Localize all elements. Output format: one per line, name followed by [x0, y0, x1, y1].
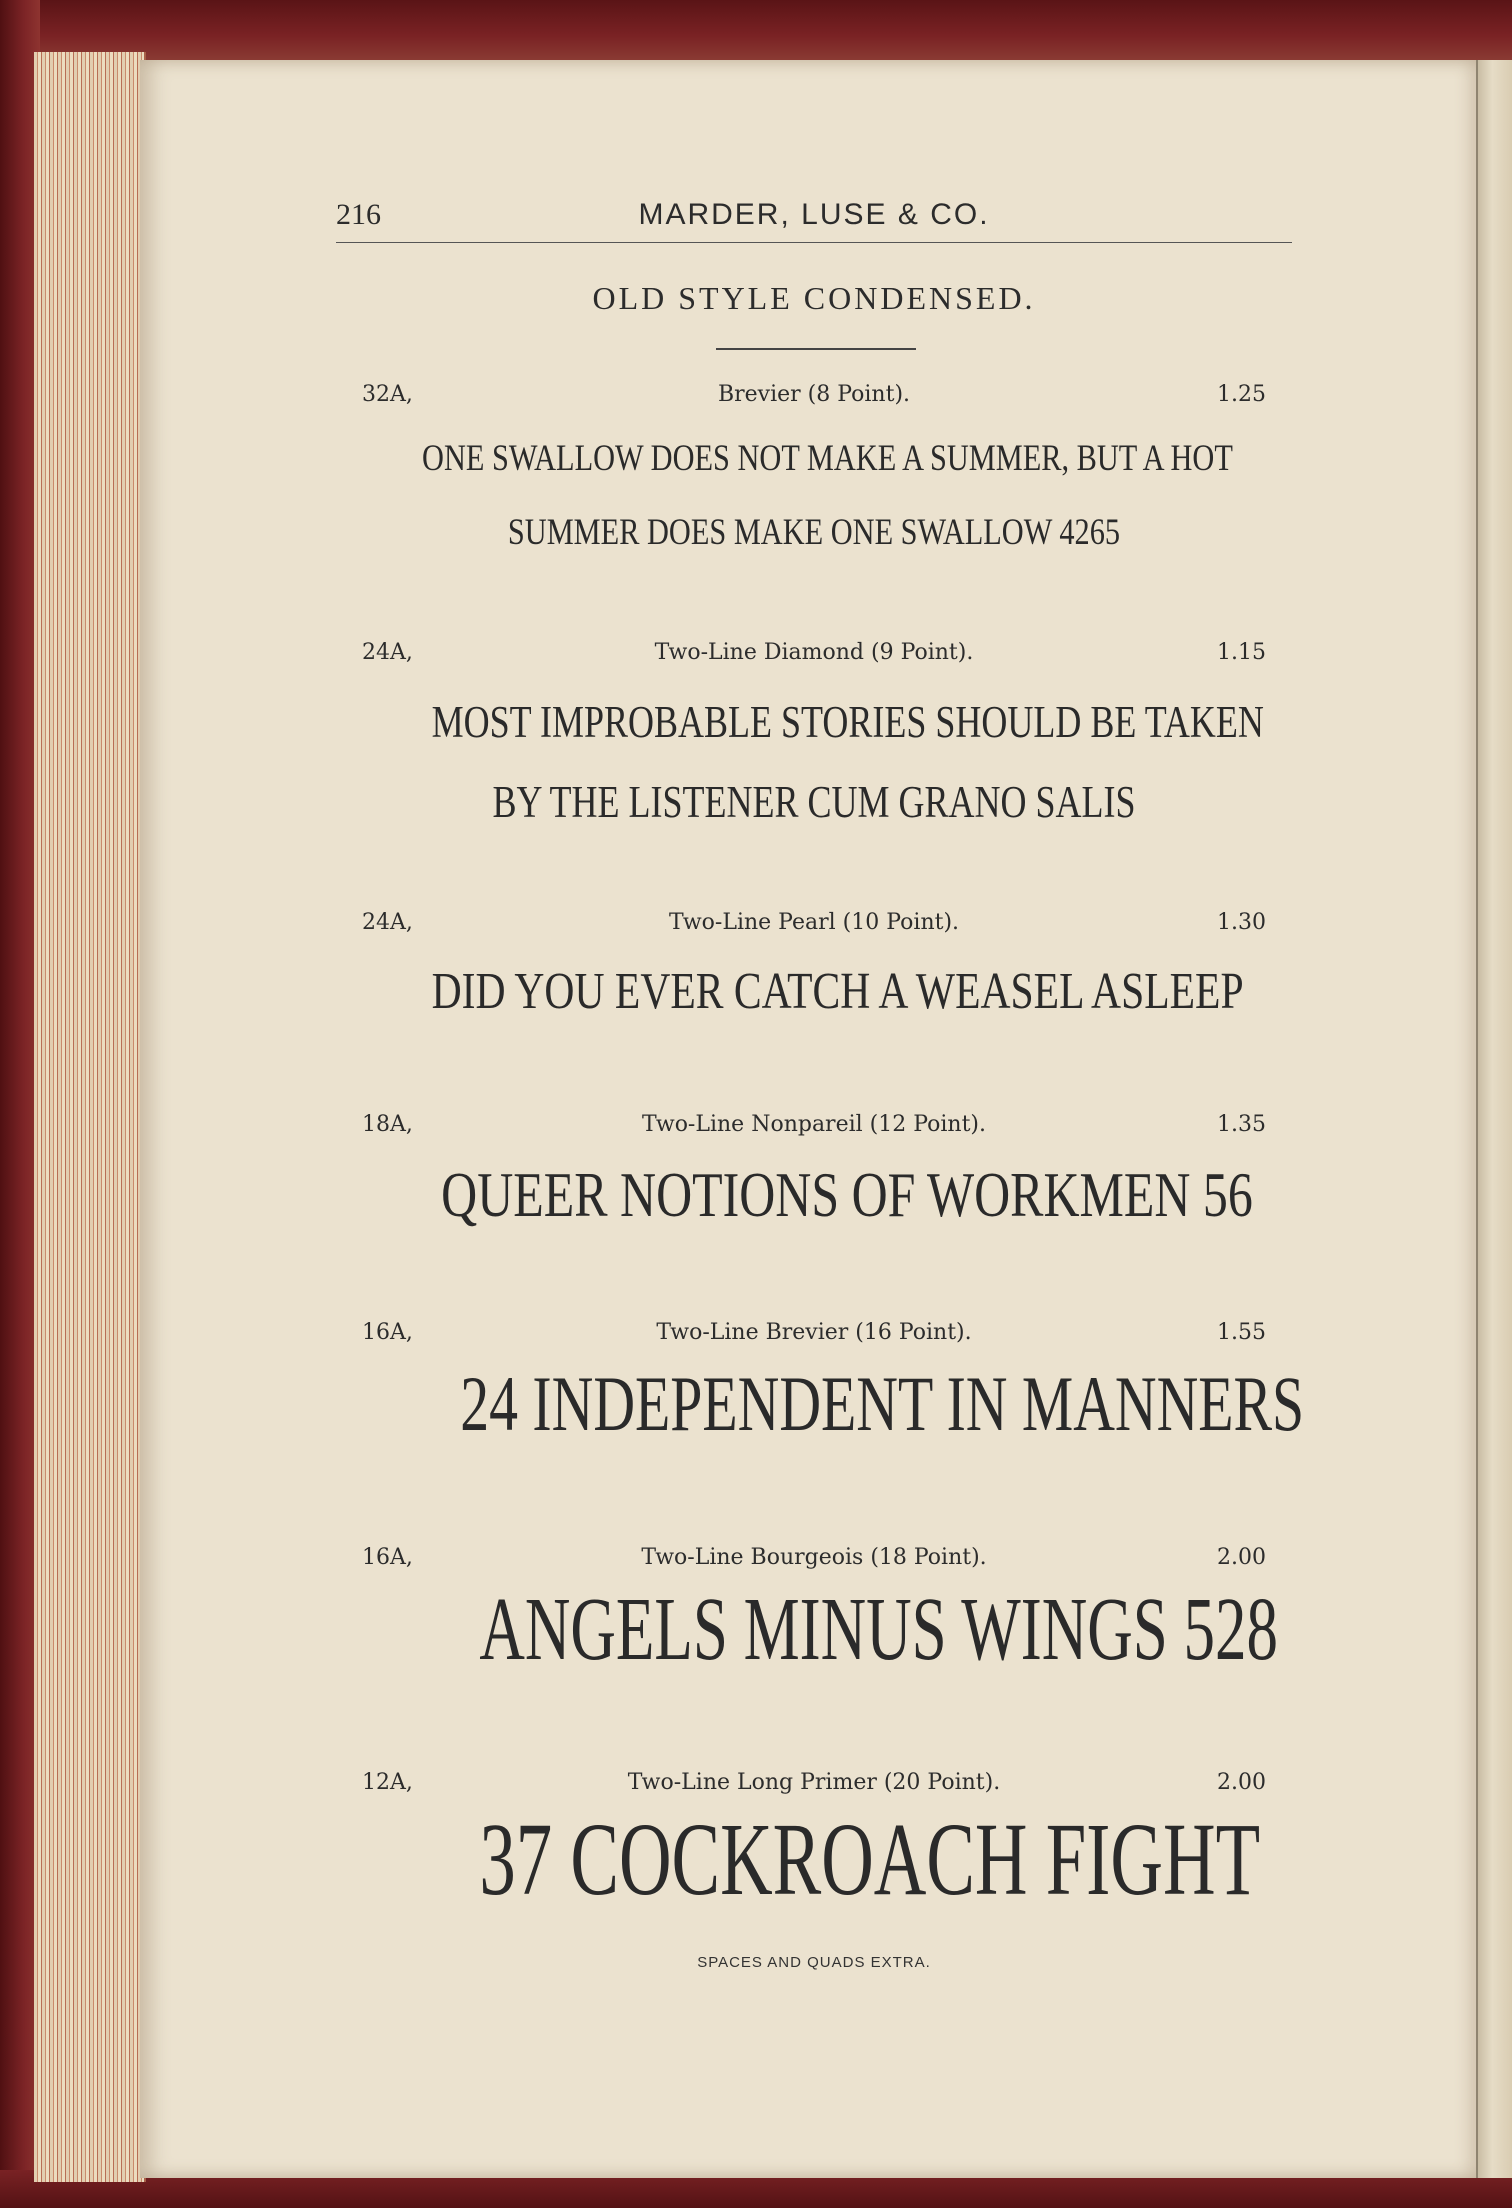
page-edges — [34, 52, 146, 2182]
specimen-spec-row — [336, 1112, 1292, 1142]
specimen-spec-row — [336, 1770, 1292, 1800]
specimen-size: Two-Line Long Primer (20 Point). — [627, 1770, 1001, 1795]
footer-note: SPACES AND QUADS EXTRA. — [697, 1954, 931, 1971]
running-head: MARDER, LUSE & CO. — [638, 198, 990, 231]
specimen-sample-line: 37 COCKROACH FIGHT — [479, 1802, 1261, 1917]
title-rule — [716, 348, 916, 350]
page-number: 216 — [336, 198, 381, 231]
specimen-block — [336, 640, 1292, 842]
specimen-size: Two-Line Diamond (9 Point). — [654, 640, 974, 665]
specimen-block — [336, 382, 1292, 570]
specimen-sample-line: MOST IMPROBABLE STORIES SHOULD BE TAKEN — [431, 697, 1264, 747]
specimen-price: 2.00 — [1217, 1770, 1266, 1795]
facing-page-edge — [1476, 60, 1512, 2178]
specimen-size: Brevier (8 Point). — [717, 382, 911, 407]
specimen-spec-row — [336, 910, 1292, 940]
specimen-spec-row — [336, 1545, 1292, 1575]
section-title: OLD STYLE CONDENSED. — [592, 280, 1036, 316]
specimen-quantity: 16A, — [362, 1545, 413, 1570]
specimen-quantity: 24A, — [362, 910, 413, 935]
specimen-block — [336, 910, 1292, 1032]
specimen-quantity: 32A, — [362, 382, 413, 407]
specimen-block — [336, 1320, 1305, 1454]
specimen-price: 1.25 — [1217, 382, 1266, 407]
specimen-size: Two-Line Brevier (16 Point). — [656, 1320, 972, 1345]
specimen-sample-line: 24 INDEPENDENT IN MANNERS — [460, 1360, 1305, 1447]
specimen-sample-line: BY THE LISTENER CUM GRANO SALIS — [492, 777, 1136, 827]
specimen-sample-line: SUMMER DOES MAKE ONE SWALLOW 4265 — [507, 512, 1121, 553]
page-header — [336, 190, 1292, 243]
specimen-spec-row — [336, 382, 1292, 412]
specimen-price: 1.55 — [1217, 1320, 1266, 1345]
specimen-quantity: 18A, — [362, 1112, 413, 1137]
specimen-quantity: 12A, — [362, 1770, 413, 1795]
specimen-sample-line: ANGELS MINUS WINGS 528 — [479, 1580, 1279, 1679]
specimen-sample-line: ONE SWALLOW DOES NOT MAKE A SUMMER, BUT A HOT — [422, 438, 1233, 479]
specimen-price: 1.35 — [1217, 1112, 1266, 1137]
specimen-size: Two-Line Nonpareil (12 Point). — [641, 1112, 987, 1137]
specimen-quantity: 16A, — [362, 1320, 413, 1345]
specimen-block — [336, 1770, 1292, 1920]
specimen-quantity: 24A, — [362, 640, 413, 665]
specimen-price: 1.15 — [1217, 640, 1266, 665]
book-cover-top — [0, 0, 1512, 60]
specimen-block — [336, 1112, 1292, 1240]
specimen-price: 1.30 — [1217, 910, 1266, 935]
specimen-sample-line: DID YOU EVER CATCH A WEASEL ASLEEP — [431, 963, 1244, 1020]
specimen-block — [336, 1545, 1292, 1685]
specimen-sample-line: QUEER NOTIONS OF WORKMEN 56 — [441, 1159, 1253, 1230]
specimen-spec-row — [336, 1320, 1292, 1350]
specimen-size: Two-Line Bourgeois (18 Point). — [641, 1545, 987, 1570]
specimen-price: 2.00 — [1217, 1545, 1266, 1570]
specimen-size: Two-Line Pearl (10 Point). — [668, 910, 960, 935]
specimen-spec-row — [336, 640, 1292, 670]
